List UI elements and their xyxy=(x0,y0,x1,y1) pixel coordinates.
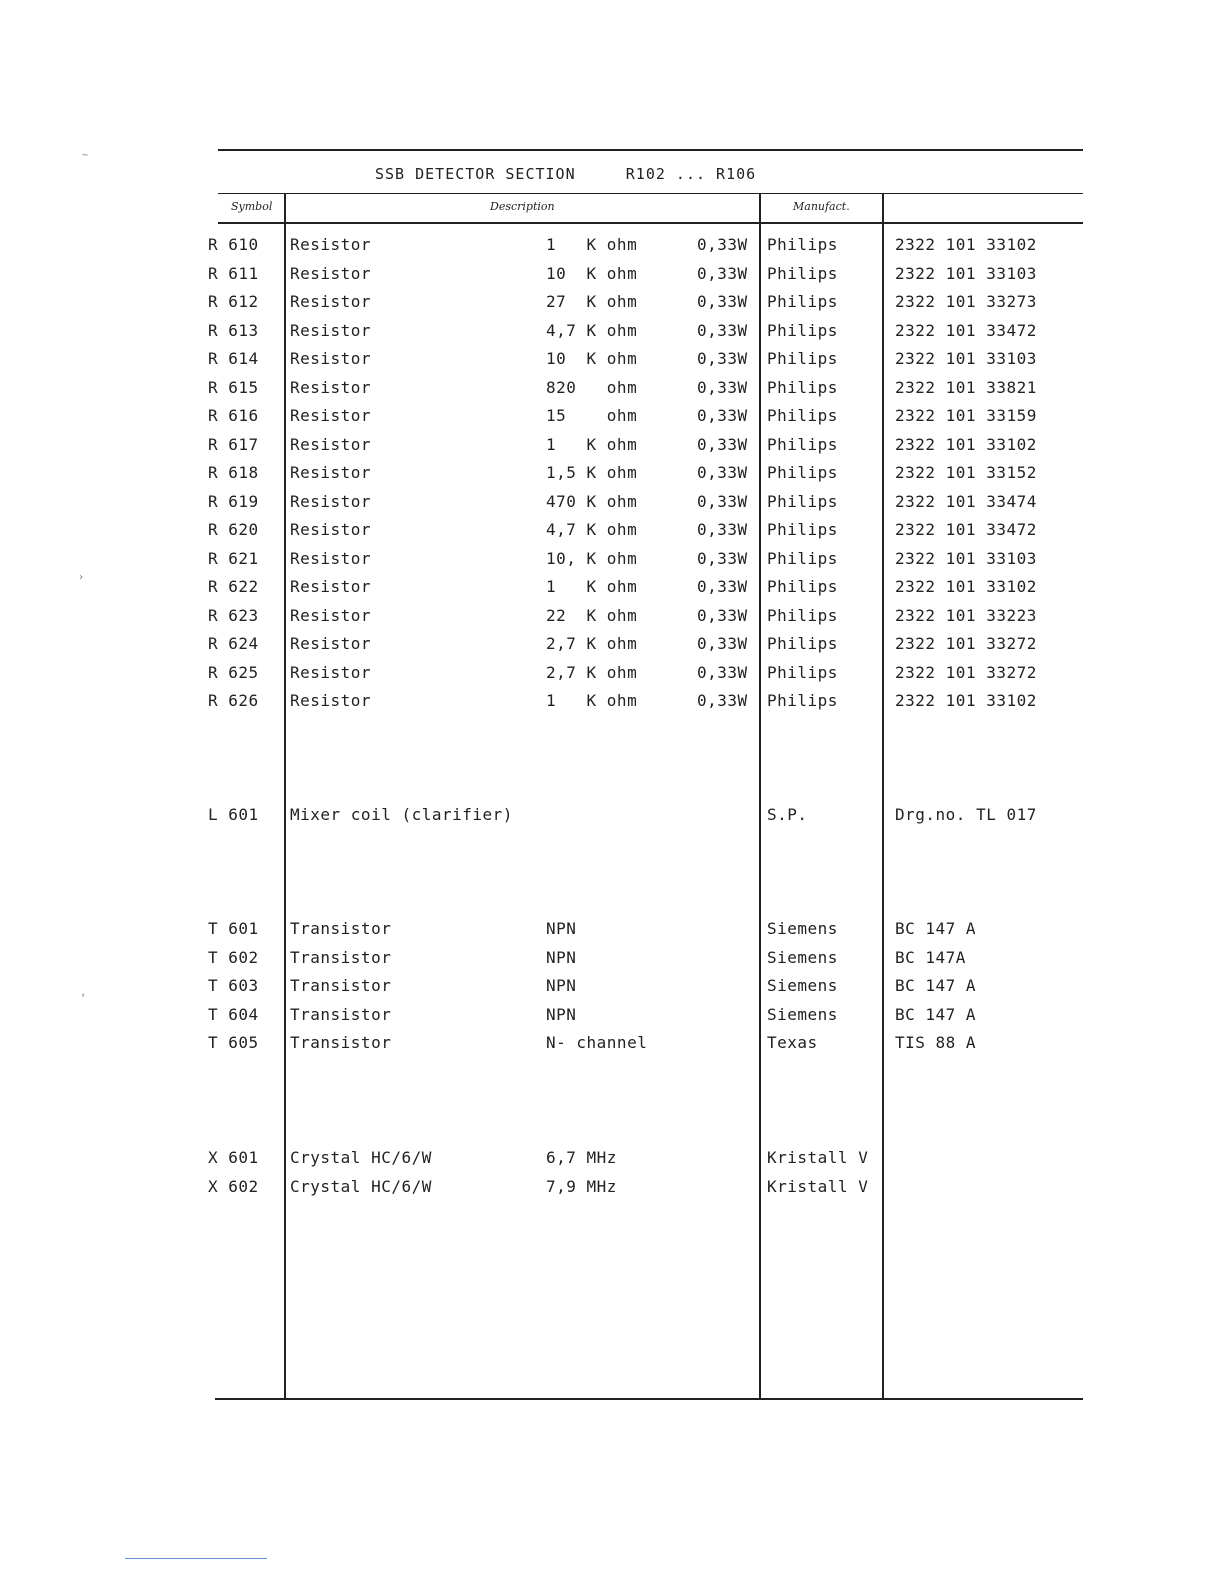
part-description: Resistor xyxy=(290,434,372,454)
part-symbol: R 615 xyxy=(208,377,259,397)
part-rating: 0,33W xyxy=(697,292,748,311)
part-rating: 0,33W xyxy=(697,320,748,340)
header-bottom-rule xyxy=(218,222,1083,224)
part-symbol: R 611 xyxy=(208,263,259,283)
header-symbol: Symbol xyxy=(231,200,273,213)
part-manufacturer: Philips xyxy=(767,292,838,311)
part-symbol: R 618 xyxy=(208,463,259,482)
part-description: Resistor xyxy=(290,491,372,511)
part-manufacturer: Philips xyxy=(767,263,838,283)
part-symbol: R 625 xyxy=(208,662,259,682)
part-manufacturer: Kristall V xyxy=(767,1148,869,1167)
part-number: TIS 88 A xyxy=(895,1033,977,1052)
part-rating: 0,33W xyxy=(697,349,748,368)
part-value: 1,5 K ohm xyxy=(546,463,638,482)
part-manufacturer: Philips xyxy=(767,662,838,682)
part-symbol: R 619 xyxy=(208,491,259,511)
part-rating: 0,33W xyxy=(697,491,748,511)
part-description: Resistor xyxy=(290,662,372,682)
part-value: 22 K ohm xyxy=(546,605,638,625)
part-value: NPN xyxy=(546,1004,577,1024)
part-number: BC 147 A xyxy=(895,1004,977,1024)
part-number: 2322 101 33103 xyxy=(895,548,1037,568)
part-value: 10 K ohm xyxy=(546,263,638,283)
part-value: 4,7 K ohm xyxy=(546,320,638,340)
part-number: 2322 101 33103 xyxy=(895,263,1037,283)
col-divider-symbol xyxy=(284,193,286,1398)
part-number: 2322 101 33472 xyxy=(895,320,1037,340)
part-value: NPN xyxy=(546,976,577,995)
part-number: BC 147A xyxy=(895,947,966,967)
part-manufacturer: Philips xyxy=(767,349,838,368)
part-number: 2322 101 33272 xyxy=(895,634,1037,653)
part-symbol: R 610 xyxy=(208,235,259,254)
top-rule xyxy=(218,149,1083,151)
part-symbol: T 604 xyxy=(208,1004,259,1024)
part-manufacturer: Philips xyxy=(767,235,838,254)
part-description: Resistor xyxy=(290,377,372,397)
part-description: Resistor xyxy=(290,320,372,340)
scan-mark: ‘ xyxy=(80,993,87,1004)
part-symbol: R 614 xyxy=(208,349,259,368)
part-manufacturer: Siemens xyxy=(767,1004,838,1024)
part-manufacturer: Philips xyxy=(767,634,838,653)
part-value: 1 K ohm xyxy=(546,691,638,710)
part-description: Resistor xyxy=(290,406,372,425)
part-value: NPN xyxy=(546,919,577,938)
part-description: Transistor xyxy=(290,976,392,995)
part-symbol: R 626 xyxy=(208,691,259,710)
part-rating: 0,33W xyxy=(697,548,748,568)
part-number: Drg.no. TL 017 xyxy=(895,805,1037,824)
section-title: SSB DETECTOR SECTION R102 ... R106 xyxy=(375,165,757,183)
part-value: 2,7 K ohm xyxy=(546,634,638,653)
part-number: 2322 101 33159 xyxy=(895,406,1037,425)
part-value: NPN xyxy=(546,947,577,967)
part-number: BC 147 A xyxy=(895,919,977,938)
part-rating: 0,33W xyxy=(697,662,748,682)
part-rating: 0,33W xyxy=(697,235,748,254)
part-symbol: R 613 xyxy=(208,320,259,340)
part-number: 2322 101 33102 xyxy=(895,235,1037,254)
part-value: 1 K ohm xyxy=(546,577,638,596)
part-manufacturer: Philips xyxy=(767,605,838,625)
part-manufacturer: Kristall V xyxy=(767,1176,869,1196)
part-symbol: R 620 xyxy=(208,520,259,539)
part-rating: 0,33W xyxy=(697,577,748,596)
bottom-rule xyxy=(215,1398,1083,1400)
header-manufacturer: Manufact. xyxy=(793,200,850,213)
part-symbol: L 601 xyxy=(208,805,259,824)
part-description: Resistor xyxy=(290,520,372,539)
part-number: 2322 101 33474 xyxy=(895,491,1037,511)
col-divider-description xyxy=(759,193,761,1398)
part-manufacturer: Siemens xyxy=(767,947,838,967)
part-rating: 0,33W xyxy=(697,520,748,539)
part-value: 4,7 K ohm xyxy=(546,520,638,539)
part-rating: 0,33W xyxy=(697,463,748,482)
part-symbol: X 601 xyxy=(208,1148,259,1167)
part-number: 2322 101 33472 xyxy=(895,520,1037,539)
part-symbol: X 602 xyxy=(208,1176,259,1196)
part-value: 15 ohm xyxy=(546,406,638,425)
part-rating: 0,33W xyxy=(697,434,748,454)
part-description: Crystal HC/6/W xyxy=(290,1148,432,1167)
part-symbol: R 623 xyxy=(208,605,259,625)
part-manufacturer: Philips xyxy=(767,406,838,425)
scan-mark: › xyxy=(78,572,85,583)
part-value: 820 ohm xyxy=(546,377,638,397)
part-symbol: R 624 xyxy=(208,634,259,653)
part-value: 7,9 MHz xyxy=(546,1176,617,1196)
part-manufacturer: Philips xyxy=(767,434,838,454)
part-rating: 0,33W xyxy=(697,263,748,283)
part-manufacturer: S.P. xyxy=(767,805,808,824)
part-value: 27 K ohm xyxy=(546,292,638,311)
part-number: 2322 101 33102 xyxy=(895,577,1037,596)
part-symbol: T 603 xyxy=(208,976,259,995)
part-number: 2322 101 33152 xyxy=(895,463,1037,482)
part-description: Resistor xyxy=(290,263,372,283)
part-number: 2322 101 33102 xyxy=(895,434,1037,454)
part-number: 2322 101 33102 xyxy=(895,691,1037,710)
part-manufacturer: Philips xyxy=(767,691,838,710)
part-rating: 0,33W xyxy=(697,634,748,653)
part-value: 1 K ohm xyxy=(546,434,638,454)
part-description: Transistor xyxy=(290,1033,392,1052)
col-divider-manufacturer xyxy=(882,193,884,1398)
part-manufacturer: Philips xyxy=(767,377,838,397)
part-rating: 0,33W xyxy=(697,406,748,425)
part-value: 470 K ohm xyxy=(546,491,638,511)
header-description: Description xyxy=(490,200,555,213)
part-manufacturer: Siemens xyxy=(767,976,838,995)
part-symbol: R 616 xyxy=(208,406,259,425)
part-number: 2322 101 33273 xyxy=(895,292,1037,311)
part-rating: 0,33W xyxy=(697,691,748,710)
part-value: 1 K ohm xyxy=(546,235,638,254)
part-symbol: R 621 xyxy=(208,548,259,568)
part-value: 2,7 K ohm xyxy=(546,662,638,682)
part-rating: 0,33W xyxy=(697,377,748,397)
page-edge-line xyxy=(125,1558,267,1559)
part-symbol: T 605 xyxy=(208,1033,259,1052)
part-description: Resistor xyxy=(290,577,372,596)
part-description: Resistor xyxy=(290,349,372,368)
part-description: Transistor xyxy=(290,947,392,967)
part-description: Resistor xyxy=(290,605,372,625)
part-number: BC 147 A xyxy=(895,976,977,995)
part-manufacturer: Philips xyxy=(767,320,838,340)
part-description: Transistor xyxy=(290,1004,392,1024)
part-symbol: R 612 xyxy=(208,292,259,311)
part-value: 6,7 MHz xyxy=(546,1148,617,1167)
scan-mark: ~ xyxy=(82,150,89,161)
part-description: Resistor xyxy=(290,548,372,568)
part-manufacturer: Philips xyxy=(767,548,838,568)
part-number: 2322 101 33272 xyxy=(895,662,1037,682)
part-number: 2322 101 33223 xyxy=(895,605,1037,625)
part-description: Resistor xyxy=(290,235,372,254)
part-number: 2322 101 33103 xyxy=(895,349,1037,368)
part-description: Crystal HC/6/W xyxy=(290,1176,432,1196)
part-manufacturer: Philips xyxy=(767,463,838,482)
part-description: Resistor xyxy=(290,463,372,482)
part-symbol: T 601 xyxy=(208,919,259,938)
part-description: Transistor xyxy=(290,919,392,938)
part-description: Resistor xyxy=(290,292,372,311)
part-rating: 0,33W xyxy=(697,605,748,625)
part-description: Resistor xyxy=(290,691,372,710)
part-value: 10 K ohm xyxy=(546,349,638,368)
part-manufacturer: Philips xyxy=(767,520,838,539)
part-manufacturer: Texas xyxy=(767,1033,818,1052)
header-top-rule xyxy=(218,193,1083,194)
part-manufacturer: Philips xyxy=(767,577,838,596)
part-value: N- channel xyxy=(546,1033,648,1052)
part-manufacturer: Philips xyxy=(767,491,838,511)
part-value: 10, K ohm xyxy=(546,548,638,568)
part-manufacturer: Siemens xyxy=(767,919,838,938)
part-description: Resistor xyxy=(290,634,372,653)
part-symbol: T 602 xyxy=(208,947,259,967)
part-symbol: R 622 xyxy=(208,577,259,596)
part-symbol: R 617 xyxy=(208,434,259,454)
part-number: 2322 101 33821 xyxy=(895,377,1037,397)
part-description: Mixer coil (clarifier) xyxy=(290,805,513,824)
